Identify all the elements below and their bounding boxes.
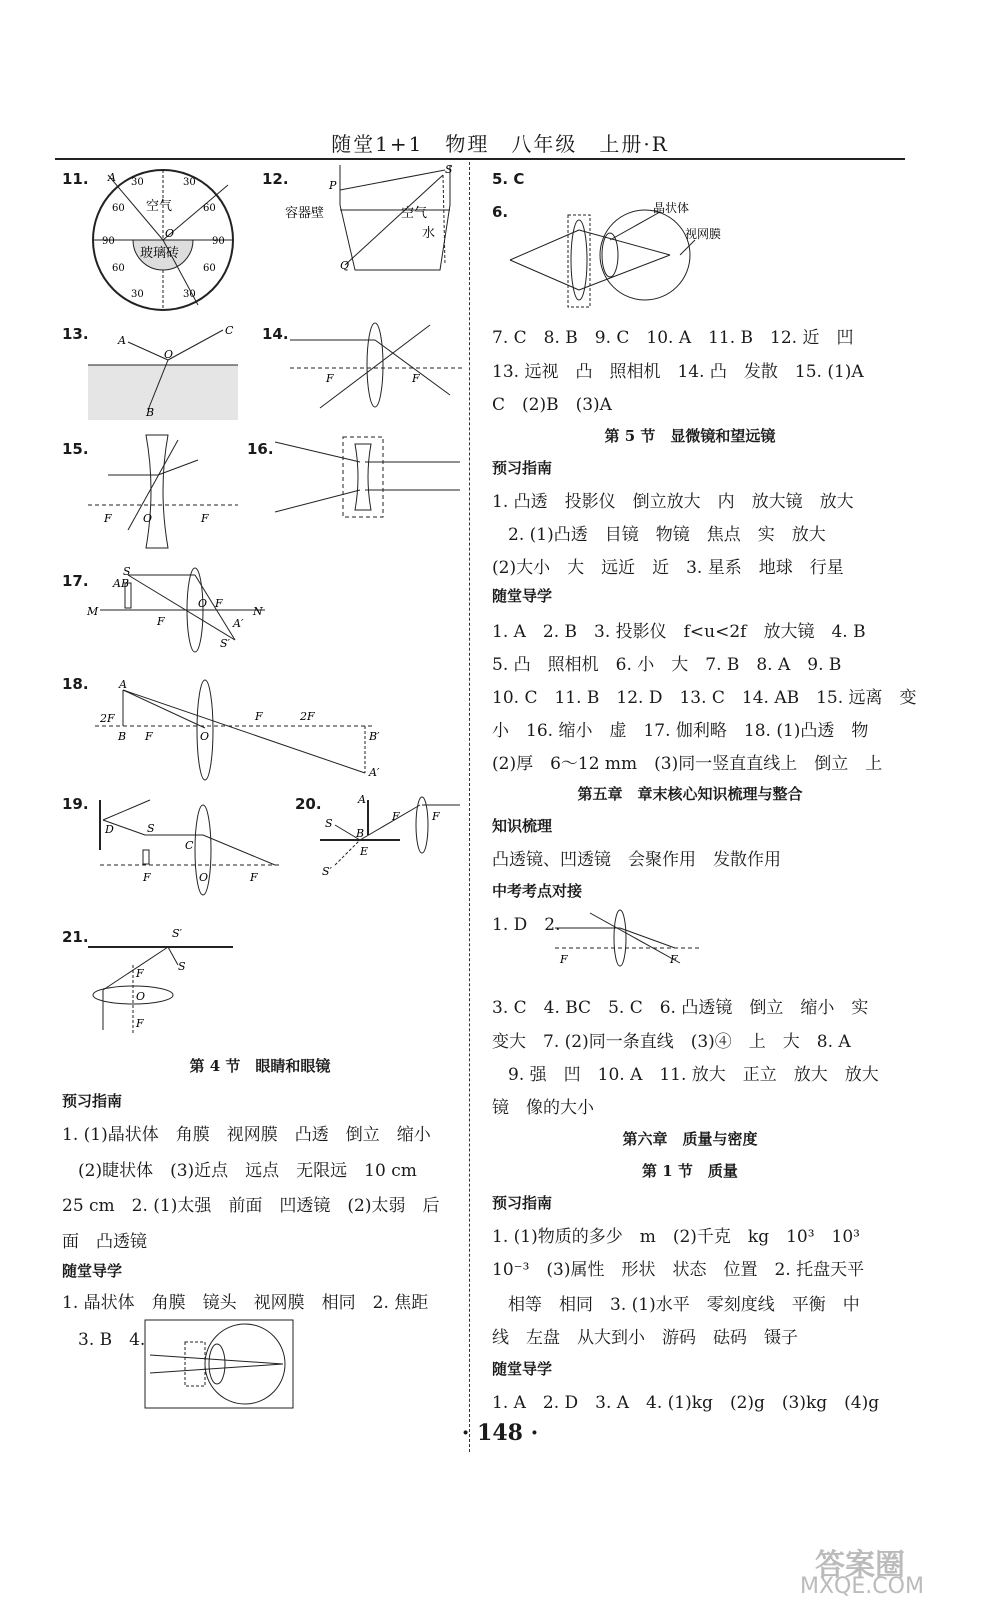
fig11-r30b: 30: [183, 289, 196, 300]
fig20-mirror-lens: [320, 795, 465, 900]
fig13-C: C: [225, 324, 234, 337]
page-header: 随堂1+1 物理 八年级 上册·R: [331, 132, 669, 156]
fig18-F1: F: [145, 730, 153, 743]
guide-title-right: 随堂导学: [492, 587, 553, 605]
fig11-glass: 玻璃砖: [140, 246, 180, 261]
fig18-A: A: [119, 678, 127, 691]
fig14-convex-lens: [290, 320, 465, 410]
fig17-F1: F: [157, 615, 165, 628]
sec4-title: 第 4 节 眼睛和眼镜: [189, 1057, 331, 1075]
preview2-line-3: 相等 相同 3. (1)水平 零刻度线 平衡 中: [508, 1295, 860, 1315]
fig11-air: 空气: [146, 199, 173, 214]
page-number: · 148 ·: [461, 1420, 539, 1446]
fig18-lens-image: [95, 678, 385, 788]
q15-label: 15.: [62, 440, 89, 458]
fig18-O: O: [200, 730, 210, 743]
preview-line-4: 面 凸透镜: [62, 1232, 147, 1252]
fig17-S2: S′: [220, 637, 231, 650]
fig11-r90a: 90: [212, 236, 225, 247]
fig21-F2: F: [136, 1017, 144, 1030]
answers-line-7: 7. C 8. B 9. C 10. A 11. B 12. 近 凹: [492, 328, 854, 348]
answer-5: 5. C: [492, 170, 525, 188]
q13-label: 13.: [62, 325, 89, 343]
fig19-F1: F: [143, 871, 151, 884]
ch5-title: 第五章 章末核心知识梳理与整合: [577, 785, 803, 803]
fig21-O: O: [136, 990, 146, 1003]
fig21-F1: F: [136, 967, 144, 980]
fig17-lens-image: [87, 565, 270, 660]
fig11-t60b: 60: [112, 263, 125, 274]
q12-label: 12.: [262, 170, 289, 188]
exam-title: 中考考点对接: [492, 882, 583, 900]
fig11-t90a: 90: [102, 236, 115, 247]
knowledge-title: 知识梳理: [492, 817, 553, 835]
preview-title-right: 预习指南: [492, 459, 553, 477]
fig6-eye: [510, 200, 740, 310]
answers-line-15: C (2)B (3)A: [492, 395, 612, 415]
fig20-F1: F: [392, 810, 400, 823]
fig20-E: E: [360, 845, 369, 858]
fig2-F2: F: [670, 953, 678, 966]
fig11-t30a: 30: [131, 177, 144, 188]
exam-line-3: 3. C 4. BC 5. C 6. 凸透镜 倒立 缩小 实: [492, 998, 869, 1018]
q11-label: 11.: [62, 170, 89, 188]
fig18-2Fb: 2F: [300, 710, 315, 723]
fig12-container: [285, 165, 465, 280]
fig15-concave-lens: [88, 430, 238, 550]
sec1-title: 第 1 节 质量: [642, 1162, 738, 1180]
guide-title-right-2: 随堂导学: [492, 1360, 553, 1378]
fig17-O: O: [198, 597, 208, 610]
fig12-Q: Q: [340, 259, 350, 272]
guide-right-4: 小 16. 缩小 虚 17. 伽利略 18. (1)凸透 物: [492, 721, 869, 741]
fig17-B: B: [121, 577, 130, 590]
fig19-mirror-lens: [95, 795, 285, 900]
fig12-P: P: [329, 179, 337, 192]
fig13-O: O: [164, 348, 174, 361]
watermark-brand: 答案圈: [815, 1548, 905, 1583]
q20-label: 20.: [295, 795, 322, 813]
fig18-B2: B′: [369, 730, 380, 743]
q14-label: 14.: [262, 325, 289, 343]
fig20-S2: S′: [322, 865, 333, 878]
fig2-lens: [555, 908, 705, 968]
fig11-r60a: 60: [203, 203, 216, 214]
q16-label: 16.: [247, 440, 274, 458]
fig14-F1: F: [326, 372, 334, 385]
fig17-M: M: [87, 605, 99, 618]
fig12-S: S: [445, 163, 453, 176]
guide-title-left: 随堂导学: [62, 1262, 123, 1280]
q19-label: 19.: [62, 795, 89, 813]
q17-label: 17.: [62, 572, 89, 590]
answer-6: 6.: [492, 203, 509, 221]
fig11-protractor: [88, 165, 238, 315]
guide-line-2: 3. B 4.: [78, 1330, 146, 1350]
guide-right-1: 1. A 2. B 3. 投影仪 f<u<2f 放大镜 4. B: [492, 622, 866, 642]
sec5-title: 第 5 节 显微镜和望远镜: [604, 427, 776, 445]
fig21-S2: S′: [172, 927, 183, 940]
preview2-line-1: 1. (1)物质的多少 m (2)千克 kg 10³ 10³: [492, 1227, 860, 1247]
fig18-B: B: [118, 730, 127, 743]
q21-label: 21.: [62, 928, 89, 946]
guide-right-2: 5. 凸 照相机 6. 小 大 7. B 8. A 9. B: [492, 655, 842, 675]
watermark-url: MXQE.COM: [800, 1574, 924, 1599]
fig12-wall: 容器壁: [285, 206, 325, 221]
fig19-C: C: [185, 839, 194, 852]
fig11-t60a: 60: [112, 203, 125, 214]
fig16-concave-box: [275, 432, 465, 522]
fig17-A2: A′: [233, 617, 244, 630]
preview-line-3: 25 cm 2. (1)太强 前面 凹透镜 (2)太弱 后: [62, 1196, 440, 1216]
preview2-line-4: 线 左盘 从大到小 游码 砝码 镊子: [492, 1328, 798, 1348]
answers-line-13: 13. 远视 凸 照相机 14. 凸 发散 15. (1)A: [492, 362, 864, 382]
preview-title-left: 预习指南: [62, 1092, 123, 1110]
fig11-label-O: O: [165, 227, 175, 240]
fig15-F1: F: [104, 512, 112, 525]
exam-line-5: 9. 强 凹 10. A 11. 放大 正立 放大 放大: [508, 1065, 879, 1085]
fig12-air: 空气: [401, 206, 428, 221]
fig11-r30a: 30: [183, 177, 196, 188]
knowledge-line: 凸透镜、凹透镜 会聚作用 发散作用: [492, 850, 781, 870]
exam-line-4: 变大 7. (2)同一条直线 (3)④ 上 大 8. A: [492, 1032, 851, 1052]
fig18-A2: A′: [369, 766, 380, 779]
fig20-A: A: [358, 793, 366, 806]
column-divider: [469, 162, 470, 1452]
fig13-B: B: [146, 406, 155, 419]
fig20-S: S: [325, 817, 333, 830]
fig13-A: A: [118, 334, 126, 347]
fig17-F2: F: [215, 597, 223, 610]
fig15-F2: F: [201, 512, 209, 525]
fig19-S: S: [147, 822, 155, 835]
fig12-water: 水: [422, 226, 436, 241]
q18-label: 18.: [62, 675, 89, 693]
fig21-mirror-lens: [88, 925, 238, 1040]
fig19-D: D: [105, 823, 114, 836]
fig2-F1: F: [560, 953, 568, 966]
preview-line-1: 1. (1)晶状体 角膜 视网膜 凸透 倒立 缩小: [62, 1125, 431, 1145]
guide-right-3: 10. C 11. B 12. D 13. C 14. AB 15. 远离 变: [492, 688, 917, 708]
preview2-line-2: 10⁻³ (3)属性 形状 状态 位置 2. 托盘天平: [492, 1260, 865, 1280]
fig13-refraction: [88, 320, 238, 425]
fig14-F2: F: [412, 372, 420, 385]
fig6-retina: 视网膜: [685, 227, 722, 241]
fig19-O: O: [199, 871, 209, 884]
fig11-label-A: A: [108, 171, 116, 184]
fig11-t30b: 30: [131, 289, 144, 300]
fig15-O: O: [143, 512, 153, 525]
fig-eye-lens-box: [145, 1320, 295, 1410]
preview-line-2: (2)睫状体 (3)近点 远点 无限远 10 cm: [78, 1161, 417, 1181]
guide-right-5: (2)厚 6～12 mm (3)同一竖直直线上 倒立 上: [492, 754, 883, 774]
fig19-F2: F: [250, 871, 258, 884]
fig17-A: A: [113, 577, 121, 590]
fig11-r60b: 60: [203, 263, 216, 274]
fig21-S: S: [178, 960, 186, 973]
fig20-B: B: [356, 827, 365, 840]
preview-right-3: (2)大小 大 远近 近 3. 星系 地球 行星: [492, 558, 844, 578]
fig18-F3: F: [255, 710, 263, 723]
preview-title-right-2: 预习指南: [492, 1194, 553, 1212]
fig17-N: N: [253, 605, 263, 618]
ch6-title: 第六章 质量与密度: [622, 1130, 758, 1148]
fig6-crystal: 晶状体: [653, 201, 690, 215]
exam-line-6: 镜 像的大小: [492, 1098, 594, 1118]
preview-right-2: 2. (1)凸透 目镜 物镜 焦点 实 放大: [508, 525, 826, 545]
fig18-2Fa: 2F: [100, 712, 115, 725]
fig17-S: S: [123, 565, 131, 578]
preview-right-1: 1. 凸透 投影仪 倒立放大 内 放大镜 放大: [492, 492, 854, 512]
guide-line-1: 1. 晶状体 角膜 镜头 视网膜 相同 2. 焦距: [62, 1293, 429, 1313]
header-rule: [55, 158, 905, 160]
guide2-line-1: 1. A 2. D 3. A 4. (1)kg (2)g (3)kg (4)g: [492, 1393, 880, 1413]
exam-line-1: 1. D 2.: [492, 915, 561, 935]
fig20-F2: F: [432, 810, 440, 823]
